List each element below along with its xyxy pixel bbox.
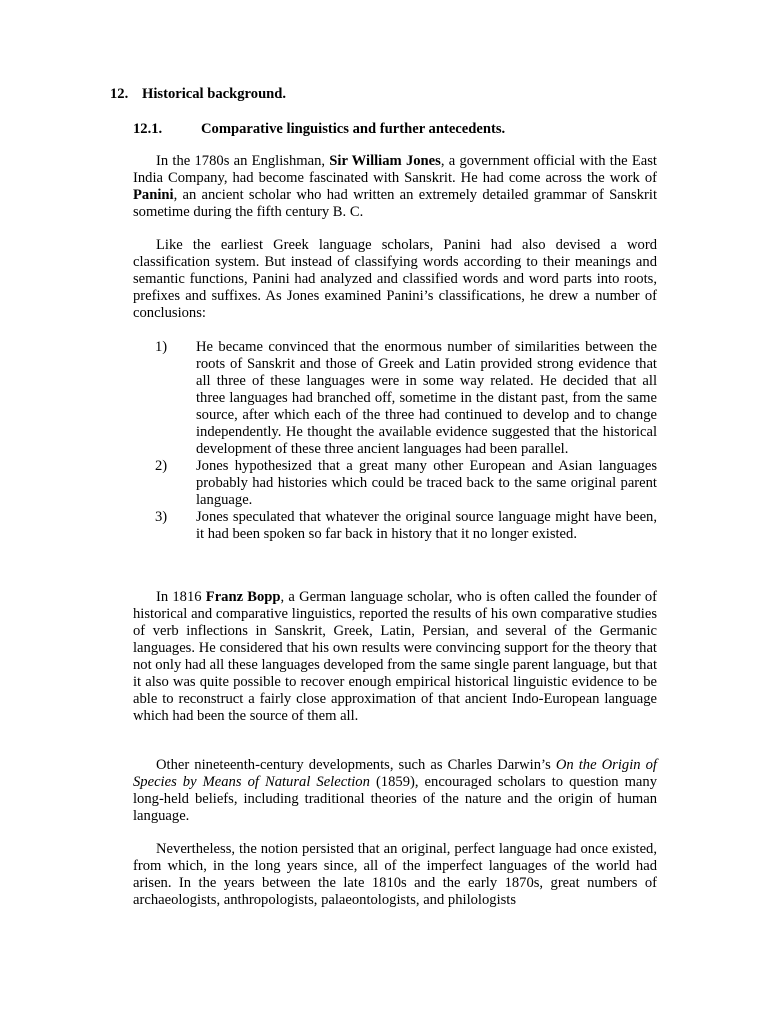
subsection-number: 12.1. <box>133 121 163 137</box>
name-panini: Panini <box>133 187 174 203</box>
paragraph-1-text-e: , an ancient scholar who had written an extremely detailed grammar of Sanskrit sometime during the fifth century B. C. <box>133 187 657 220</box>
list-item <box>155 339 657 458</box>
paragraph-4-text-a: Other nineteenth-century developments, such as Charles Darwin’s <box>156 757 556 773</box>
section-number: 12. <box>110 86 129 102</box>
list-item <box>155 458 657 509</box>
list-marker: 2) <box>155 458 168 474</box>
paragraph-3-text-c: , a German language scholar, who is often called the founder of historical and comparative linguistics, reported the results of his own comparative studies of verb inflections in Sanskrit, Greek, Latin, Persian, and several of the Germanic languages. He considered that his own results were convincing support for the theory that not only had all these languages developed from the same single parent language, but that it also was quite possible to recover enough empirical historical linguistic evidence to be able to reconstruct a fairly close approximation of that ancient Indo-European language which had been the source of them all. <box>133 589 657 724</box>
paragraph-2: Like the earliest Greek language scholars, Panini had also devised a word classification system. But instead of classifying words according to their meanings and semantic functions, Panini had analyzed and classified words and word parts into roots, prefixes and suffixes. As Jones examined Panini’s classifications, he drew a number of conclusions: <box>133 237 657 321</box>
conclusions-list <box>155 339 657 543</box>
paragraph-4-text-c: (1859), encouraged scholars to question many long-held beliefs, including traditional theories of the nature and the origin of human language. <box>133 774 658 824</box>
list-item <box>155 509 657 543</box>
paragraph-1-text-c: , a government official with the East India Company, had become fascinated with Sanskrit. He had come across the work of <box>133 153 657 186</box>
book-title-origin-of-species: On the Origin of Species by Means of Natural Selection <box>133 757 657 790</box>
list-item-text: He became convinced that the enormous number of similarities between the roots of Sanskrit and those of Greek and Latin provided strong evidence that all three of these languages were in some way related. He decided that all three languages had branched off, sometime in the distant past, from the same source, after which each of the three had continued to develop and to change independently. He thought the available evidence suggested that the historical development of these three ancient languages had been parallel. <box>196 339 657 457</box>
section-title: Historical background. <box>142 86 287 102</box>
paragraph-5: Nevertheless, the notion persisted that an original, perfect language had once existed, from which, in the long years since, all of the imperfect languages of the world had arisen. In the years between the late 1810s and the early 1870s, great numbers of archaeologists, anthropologists, palaeontologists, and philologists <box>133 841 657 908</box>
paragraph-4 <box>133 757 657 825</box>
list-item-text: Jones speculated that whatever the original source language might have been, it had been spoken so far back in history that it no longer existed. <box>196 509 657 542</box>
section-heading <box>110 86 286 103</box>
paragraph-1 <box>133 153 657 221</box>
list-marker: 1) <box>155 339 168 355</box>
paragraph-1-text-a: In the 1780s an Englishman, <box>156 153 330 169</box>
list-item-text: Jones hypothesized that a great many other European and Asian languages probably had histories which could be traced back to the same original parent language. <box>196 458 657 508</box>
name-sir-william-jones: Sir William Jones <box>329 153 441 169</box>
list-marker: 3) <box>155 509 168 525</box>
subsection-title: Comparative linguistics and further antecedents. <box>201 121 506 137</box>
paragraph-3-text-a: In 1816 <box>156 589 206 605</box>
subsection-heading <box>133 121 505 138</box>
paragraph-3 <box>133 589 657 725</box>
name-franz-bopp: Franz Bopp <box>205 589 281 605</box>
